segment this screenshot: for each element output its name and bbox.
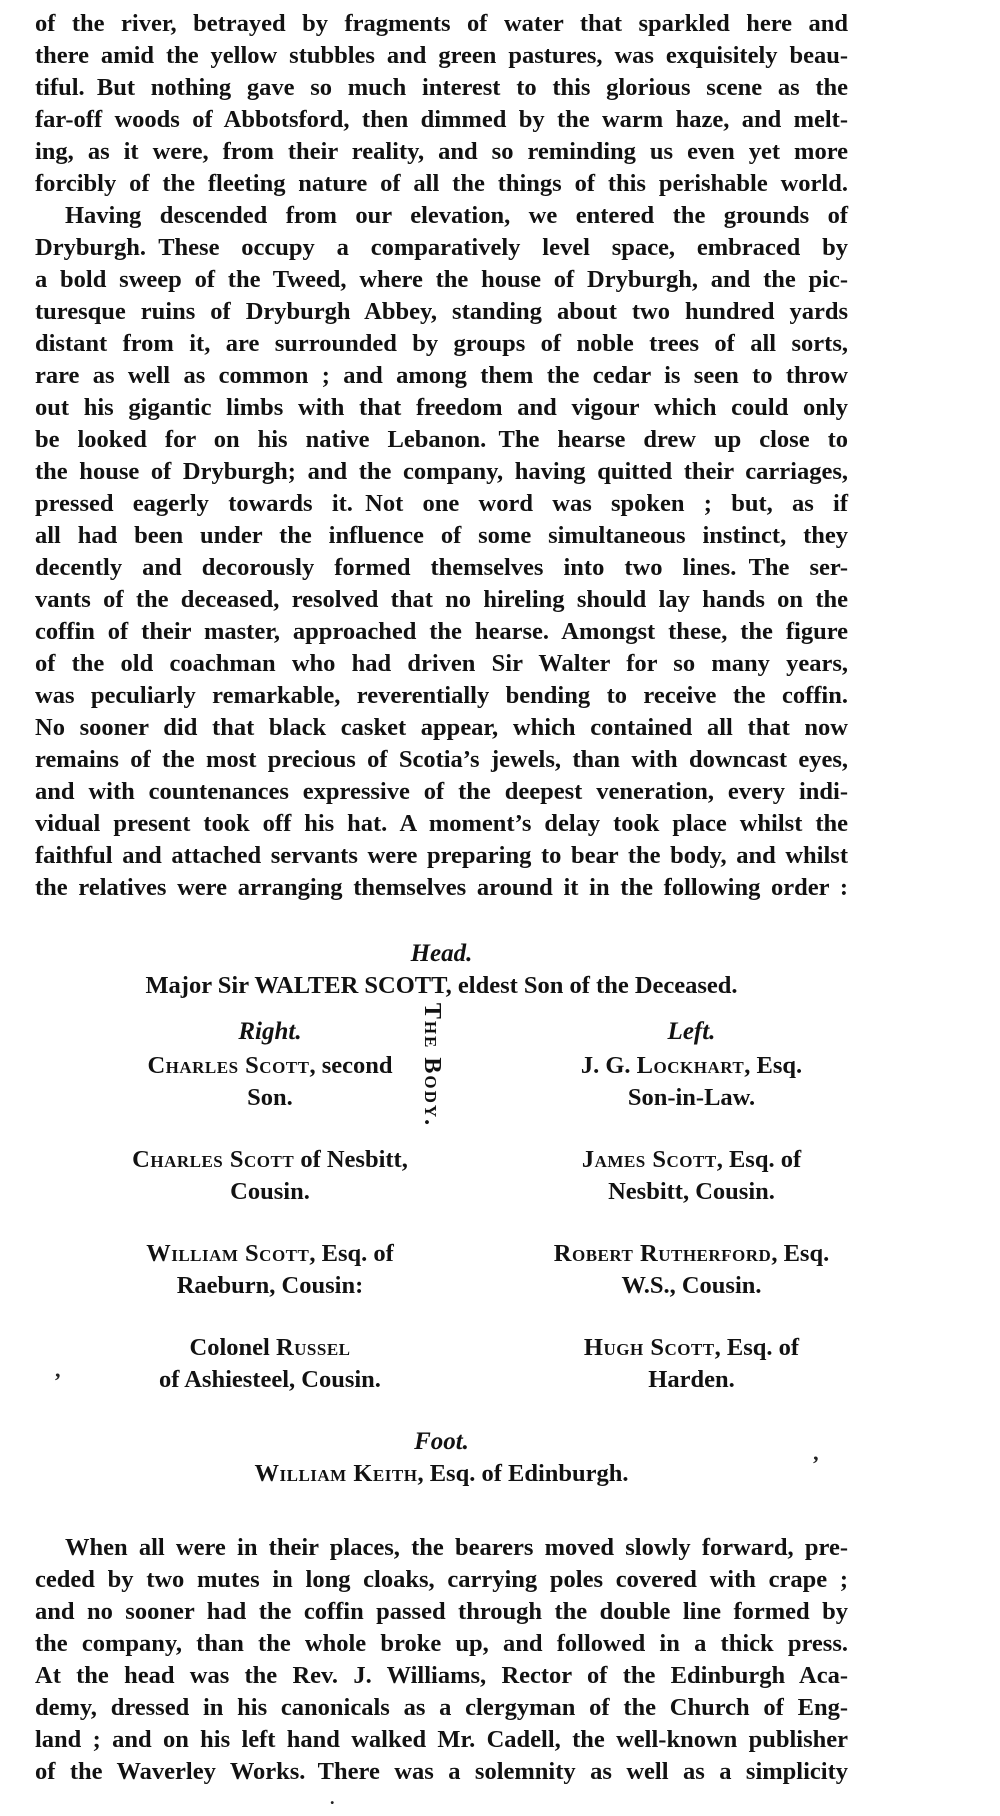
text-line: out his gigantic limbs with that freedom and vigour which could only [35, 394, 848, 421]
person-name: Russel [275, 1334, 351, 1361]
text-line: the company, than the whole broke up, and followed in a thick press. [35, 1630, 848, 1657]
text-line: and no sooner had the coffin passed through the double line formed by [35, 1598, 848, 1625]
text-line: coffin of their master, approached the hearse. Amongst these, the figure [35, 618, 848, 645]
text-line: was peculiarly remarkable, reverentially bending to receive the coffin. [35, 682, 848, 709]
text-line: rare as well as common ; and among them the cedar is seen to throw [35, 362, 848, 389]
order-column-left [505, 1238, 848, 1302]
text-line: demy, dressed in his canonicals as a clergyman of the Church of Eng- [35, 1694, 848, 1721]
text-line: of the old coachman who had driven Sir Walter for so many years, [35, 650, 848, 677]
funeral-order-diagram [35, 938, 848, 1492]
name-text: Nesbitt, Cousin. [608, 1178, 775, 1205]
text-line: of the Waverley Works. There was a solemnity as well as a simplicity [35, 1758, 848, 1785]
text-line: tiful. But nothing gave so much interest to this glorious scene as the [35, 74, 848, 101]
text-line: remains of the most precious of Scotia’s jewels, than with downcast eyes, [35, 746, 848, 773]
name-text: Cousin. [230, 1178, 310, 1205]
head-name: Major Sir WALTER SCOTT, eldest Son of the Deceased. [145, 972, 738, 999]
person-name: Robert Rutherford [553, 1240, 772, 1267]
text-line: ing, as it were, from their reality, and so reminding us even yet more [35, 138, 848, 165]
text-line: vidual present took off his hat. A moment’s delay took place whilst the [35, 810, 848, 837]
order-column-right [35, 1332, 505, 1396]
name-line [35, 1238, 505, 1270]
name-text: Colonel [189, 1334, 276, 1361]
name-line [35, 1144, 505, 1176]
name-line [535, 1238, 848, 1270]
order-row [35, 1238, 848, 1302]
text-line: pressed eagerly towards it. Not one word was spoken ; but, as if [35, 490, 848, 517]
text-line: forcibly of the fleeting nature of all the things of this perishable world. [35, 170, 848, 197]
name-text: of Ashiesteel, Cousin. [159, 1366, 381, 1393]
text-line: be looked for on his native Lebanon. The hearse drew up close to [35, 426, 848, 453]
name-text: , Esq. [744, 1052, 803, 1079]
text-line: distant from it, are surrounded by groups of noble trees of all sorts, [35, 330, 848, 357]
name-line [535, 1176, 848, 1208]
left-column-label: Left. [667, 1018, 716, 1045]
person-name: Charles Scott [147, 1052, 310, 1079]
text-line: a bold sweep of the Tweed, where the house of Dryburgh, and the pic- [35, 266, 848, 293]
name-text: , second [309, 1052, 393, 1079]
person-name: Hugh Scott [583, 1334, 715, 1361]
scan-artifact-mark: ’ [812, 1451, 820, 1476]
order-row [35, 1144, 848, 1208]
name-line [35, 1270, 505, 1302]
text-line: the house of Dryburgh; and the company, having quitted their carriages, [35, 458, 848, 485]
text-line: decently and decorously formed themselves into two lines. The ser- [35, 554, 848, 581]
text-line: far-off woods of Abbotsford, then dimmed by the warm haze, and melt- [35, 106, 848, 133]
name-text: , Esq. of [309, 1240, 394, 1267]
paragraph-river-scene [35, 8, 848, 200]
name-line [35, 1364, 505, 1396]
text-line: of the river, betrayed by fragments of water that sparkled here and [35, 10, 848, 37]
order-column-right [35, 1144, 505, 1208]
name-text: , Esq. of Edinburgh. [417, 1460, 629, 1487]
text-line: there amid the yellow stubbles and green pastures, was exquisitely beau- [35, 42, 848, 69]
head-label: Head. [410, 940, 473, 967]
text-line: Having descended from our elevation, we entered the grounds of [65, 202, 848, 229]
name-text: Raeburn, Cousin: [176, 1272, 364, 1299]
text-line: land ; and on his left hand walked Mr. Cadell, the well-known publisher [35, 1726, 848, 1753]
person-name: Charles Scott [132, 1146, 295, 1173]
right-column-label: Right. [238, 1018, 302, 1045]
order-column-left [505, 1332, 848, 1396]
order-column-left [505, 1050, 848, 1114]
name-line [535, 1144, 848, 1176]
scan-artifact-mark: . [330, 1788, 335, 1808]
name-line [535, 1050, 848, 1082]
paragraph-grounds-of-dryburgh [35, 200, 848, 904]
order-column-right [35, 1238, 505, 1302]
text-line: faithful and attached servants were preparing to bear the body, and whilst [35, 842, 848, 869]
foot-label: Foot. [414, 1428, 469, 1455]
name-text: , Esq. of [714, 1334, 800, 1361]
scan-artifact-mark: , [55, 1357, 61, 1382]
paragraph-procession [35, 1532, 848, 1788]
name-text: W.S., Cousin. [621, 1272, 762, 1299]
person-name: William Keith [254, 1460, 418, 1487]
name-text: , Esq. [771, 1240, 830, 1267]
name-text: , Esq. of [716, 1146, 802, 1173]
text-line: No sooner did that black casket appear, which contained all that now [35, 714, 848, 741]
name-text: Son. [247, 1084, 293, 1111]
person-name: James Scott [581, 1146, 717, 1173]
name-line [535, 1332, 848, 1364]
text-line: the relatives were arranging themselves around it in the following order : [35, 874, 848, 901]
foot-name [35, 1458, 848, 1492]
the-body-vertical-label: The Body. [419, 1002, 445, 1128]
text-line: Dryburgh. These occupy a comparatively level space, embraced by [35, 234, 848, 261]
name-line [35, 1176, 505, 1208]
name-text: Son-in-Law. [627, 1084, 756, 1111]
name-text: Harden. [648, 1366, 735, 1393]
text-line: vants of the deceased, resolved that no hireling should lay hands on the [35, 586, 848, 613]
text-line: and with countenances expressive of the deepest veneration, every indi- [35, 778, 848, 805]
person-name: William Scott [146, 1240, 310, 1267]
name-line [535, 1364, 848, 1396]
name-line [535, 1270, 848, 1302]
order-column-left [505, 1144, 848, 1208]
order-row [35, 1332, 848, 1396]
text-line: ceded by two mutes in long cloaks, carrying poles covered with crape ; [35, 1566, 848, 1593]
person-name: Lockhart [636, 1052, 745, 1079]
name-line [35, 1332, 505, 1364]
text-line: When all were in their places, the bearers moved slowly forward, pre- [65, 1534, 848, 1561]
text-line: turesque ruins of Dryburgh Abbey, standing about two hundred yards [35, 298, 848, 325]
text-line: all had been under the influence of some simultaneous instinct, they [35, 522, 848, 549]
name-text: J. G. [580, 1052, 637, 1079]
name-text: of Nesbitt, [294, 1146, 408, 1173]
name-line [535, 1082, 848, 1114]
text-line: At the head was the Rev. J. Williams, Rector of the Edinburgh Aca- [35, 1662, 848, 1689]
